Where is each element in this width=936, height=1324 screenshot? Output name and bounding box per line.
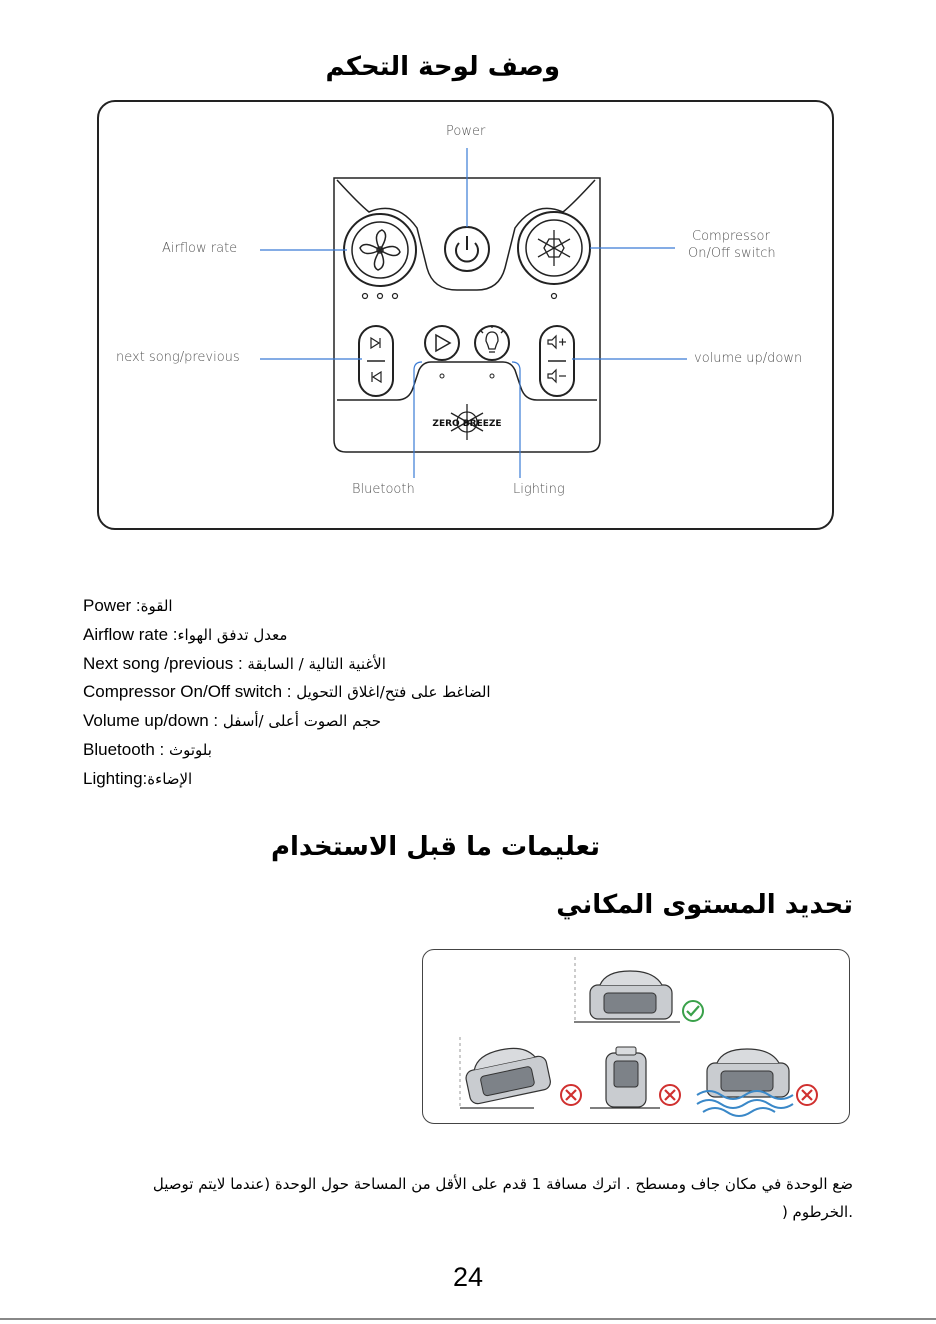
legend-item-airflow <box>83 621 643 650</box>
unit-tilted-wrong <box>460 1037 581 1108</box>
legend-term: Next song /previous : <box>83 653 248 673</box>
cross-icon <box>797 1085 817 1105</box>
control-legend <box>83 592 643 794</box>
placement-illustration <box>422 949 850 1124</box>
legend-translation: حجم الصوت أعلى /أسفل <box>222 712 382 731</box>
section-title: تعليمات ما قبل الاستخدام <box>270 832 600 862</box>
bluetooth-play-button <box>425 326 459 360</box>
volume-rocker <box>540 326 574 396</box>
legend-term: Compressor On/Off switch : <box>83 682 297 702</box>
legend-translation: بلوتوث <box>169 740 212 759</box>
legend-term: Volume up/down : <box>83 711 223 731</box>
next-previous-rocker <box>359 326 393 396</box>
control-panel-diagram <box>97 100 834 530</box>
callout-next-song: next song/previous <box>116 350 240 365</box>
callout-bluetooth: Bluetooth <box>352 482 415 497</box>
subsection-title: تحديد المستوى المكاني <box>556 890 853 920</box>
page-number: 24 <box>452 1262 484 1292</box>
cross-icon <box>660 1085 680 1105</box>
callout-compressor-line1: Compressor <box>692 229 770 244</box>
placement-instruction-line1: ضع الوحدة في مكان جاف ومسطح . اترك مسافة 1 قدم على الأقل من المساحة حول الوحدة (عندما لايتم توصيل <box>152 1175 853 1193</box>
legend-item-power <box>83 592 643 621</box>
callout-power: Power <box>446 124 486 139</box>
power-button <box>445 227 489 271</box>
unit-on-water-wrong <box>697 1049 817 1116</box>
callout-airflow: Airflow rate <box>162 241 238 256</box>
page-title: وصف لوحة التحكم <box>325 52 560 82</box>
check-icon <box>683 1001 703 1021</box>
callout-volume: volume up/down <box>694 351 803 366</box>
logo-text: ZERO BREEZE <box>432 419 502 429</box>
placement-instruction-line2: .الخرطوم ( <box>781 1203 853 1221</box>
callout-compressor-line2: On/Off switch <box>688 246 776 261</box>
legend-translation: معدل تدفق الهواء <box>177 625 288 644</box>
unit-upright-wrong <box>590 1047 680 1108</box>
callout-lighting: Lighting <box>513 482 565 497</box>
bottom-rule <box>0 1318 936 1320</box>
legend-translation: الأغنية التالية / السابقة <box>247 654 386 673</box>
legend-translation: الإضاءة <box>147 769 193 788</box>
legend-item-bluetooth <box>83 736 643 765</box>
legend-translation: القوة <box>140 597 173 615</box>
airflow-fan-button <box>344 214 416 286</box>
legend-item-volume <box>83 707 643 736</box>
cross-icon <box>561 1085 581 1105</box>
unit-level-correct <box>574 957 703 1022</box>
legend-item-next-song <box>83 650 643 679</box>
legend-term: Bluetooth : <box>83 739 170 759</box>
lighting-button <box>475 326 509 360</box>
legend-term: Airflow rate : <box>83 624 178 644</box>
legend-item-lighting <box>83 765 643 794</box>
legend-term: Lighting: <box>83 768 148 788</box>
compressor-button <box>518 212 590 284</box>
legend-item-compressor <box>83 678 643 707</box>
legend-translation: الضاغط على فتح/اغلاق التحويل <box>296 683 491 702</box>
legend-term: Power : <box>83 596 141 615</box>
